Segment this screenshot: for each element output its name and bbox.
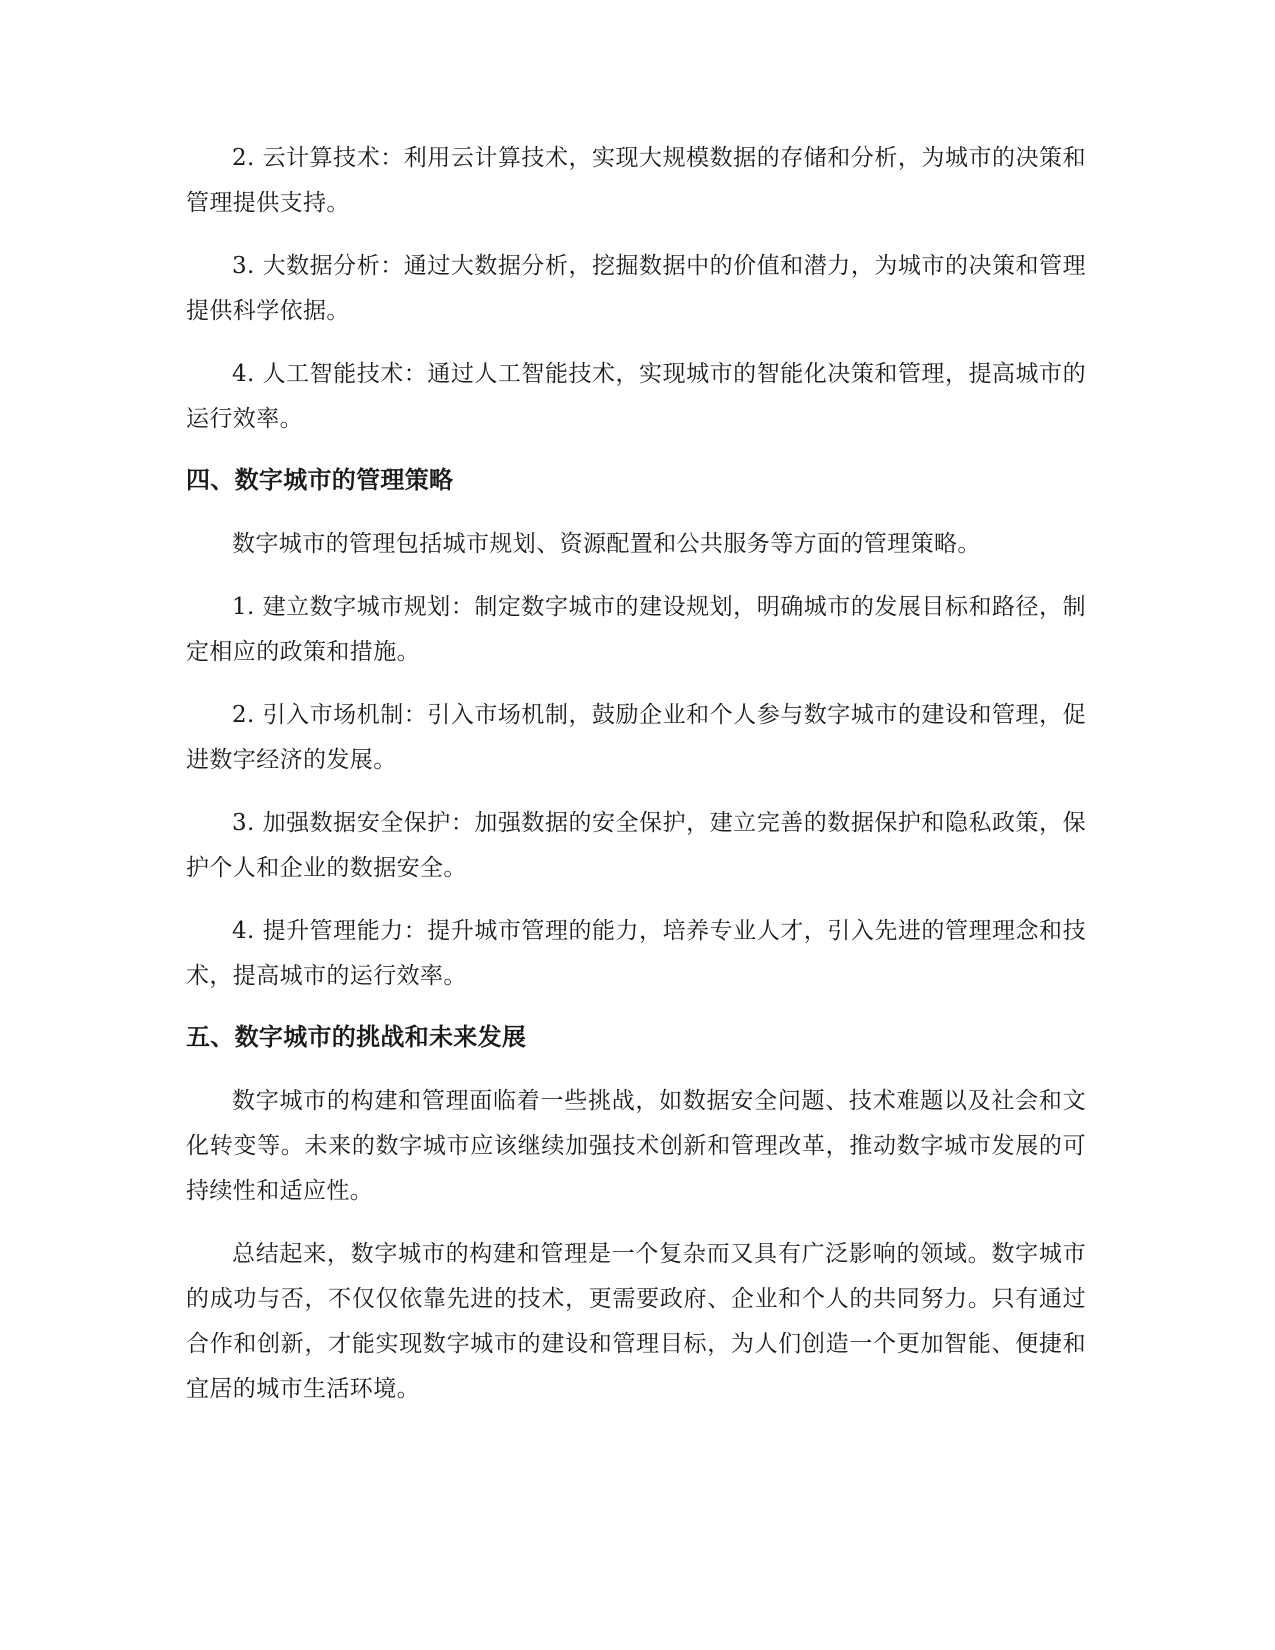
section4-heading: 四、数字城市的管理策略 (186, 466, 454, 494)
section4-intro: 数字城市的管理包括城市规划、资源配置和公共服务等方面的管理策略。 (232, 531, 981, 557)
section4-item-1: 1. 建立数字城市规划：制定数字城市的建设规划，明确城市的发展目标和路径，制定相应的政策和措施。 (186, 594, 1086, 665)
document-page (186, 136, 1086, 1430)
section5-paragraph-conclusion: 总结起来，数字城市的构建和管理是一个复杂而又具有广泛影响的领域。数字城市的成功与否，不仅仅依靠先进的技术，更需要政府、企业和个人的共同努力。只有通过合作和创新，才能实现数字城市的建设和管理目标，为人们创造一个更加智能、便捷和宜居的城市生活环境。 (186, 1241, 1086, 1402)
section3-item-3: 3. 大数据分析：通过大数据分析，挖掘数据中的价值和潜力，为城市的决策和管理提供科学依据。 (186, 253, 1086, 324)
section4-item-2: 2. 引入市场机制：引入市场机制，鼓励企业和个人参与数字城市的建设和管理，促进数字经济的发展。 (186, 702, 1086, 773)
section5-paragraph-challenges: 数字城市的构建和管理面临着一些挑战，如数据安全问题、技术难题以及社会和文化转变等。未来的数字城市应该继续加强技术创新和管理改革，推动数字城市发展的可持续性和适应性。 (186, 1088, 1086, 1204)
section4-item-4: 4. 提升管理能力：提升城市管理的能力，培养专业人才，引入先进的管理理念和技术，提高城市的运行效率。 (186, 918, 1086, 989)
section5-heading: 五、数字城市的挑战和未来发展 (186, 1023, 527, 1051)
section4-item-3: 3. 加强数据安全保护：加强数据的安全保护，建立完善的数据保护和隐私政策，保护个人和企业的数据安全。 (186, 810, 1086, 881)
section3-item-2: 2. 云计算技术：利用云计算技术，实现大规模数据的存储和分析，为城市的决策和管理提供支持。 (186, 145, 1086, 216)
section3-item-4: 4. 人工智能技术：通过人工智能技术，实现城市的智能化决策和管理，提高城市的运行效率。 (186, 361, 1086, 432)
